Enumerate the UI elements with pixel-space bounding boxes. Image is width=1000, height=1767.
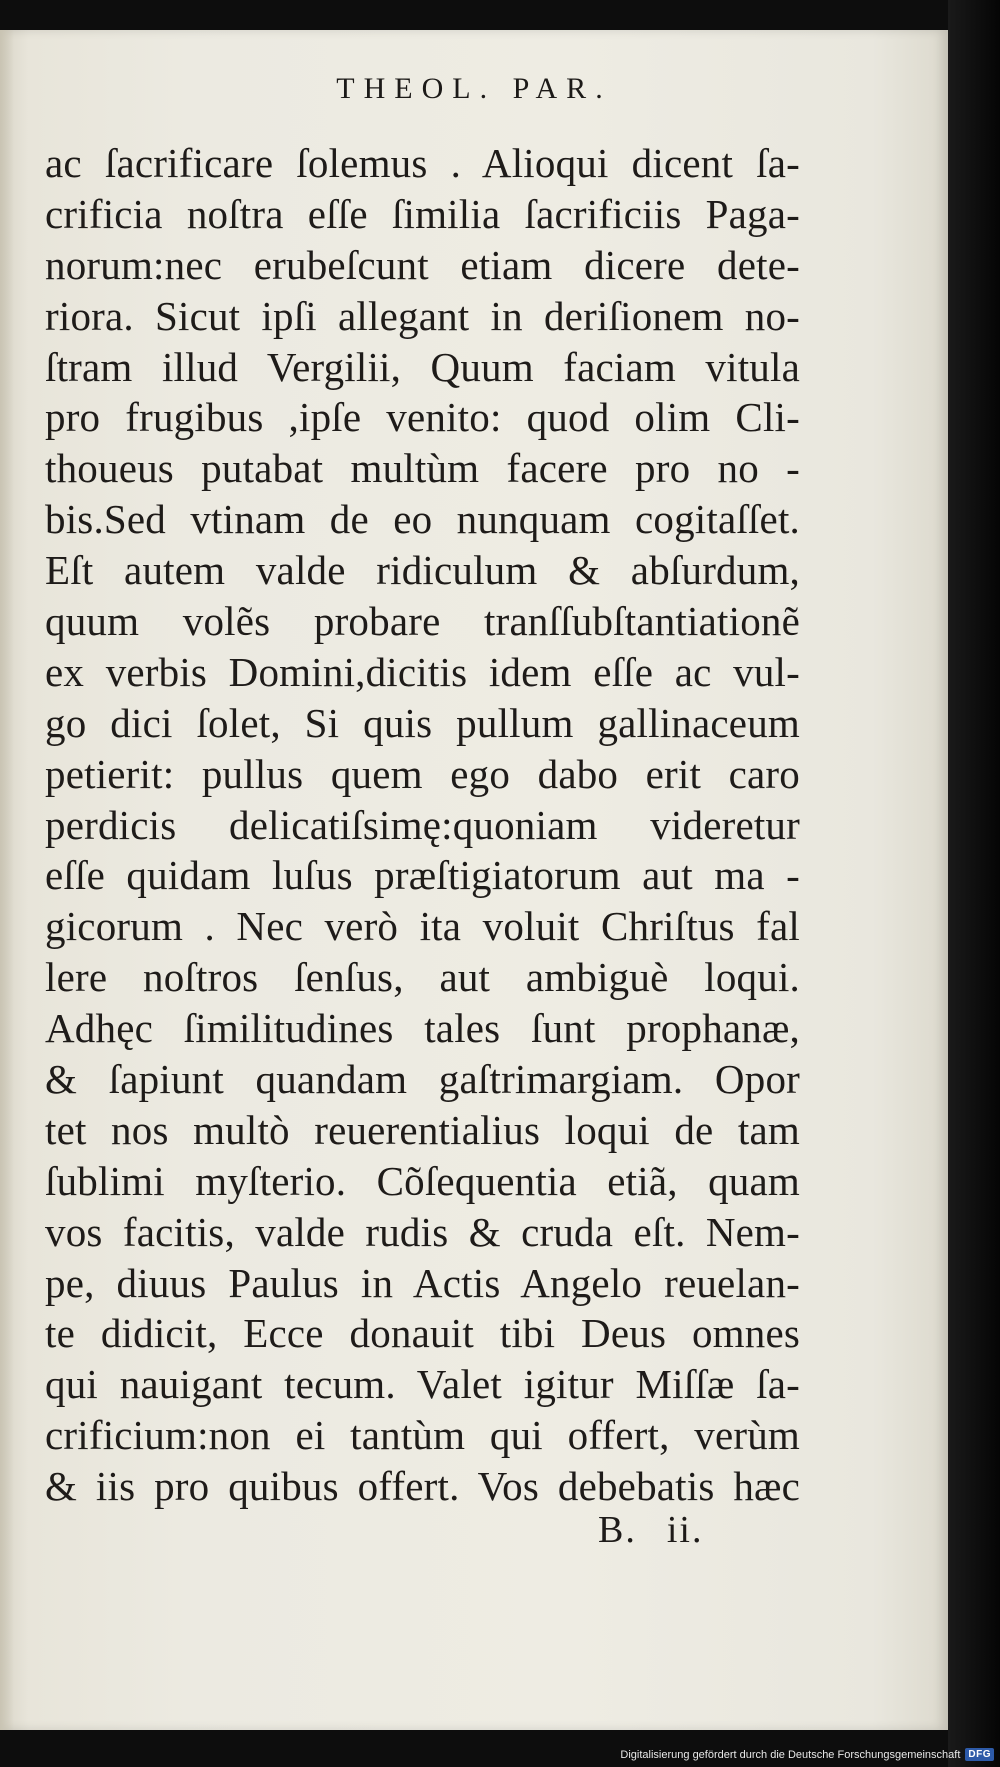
text-line: tet nos multò reuerentialius loqui de tam xyxy=(45,1106,800,1153)
text-line: Adhęc ſimilitudines tales ſunt prophanæ, xyxy=(45,1005,800,1052)
body-text xyxy=(45,138,800,1512)
text-line: & iis pro quibus offert. Vos debebatis hæc xyxy=(45,1463,800,1510)
text-line: crificia noſtra eſſe ſimilia ſacrificiis Paga- xyxy=(45,190,800,237)
text-line: thoueus putabat multùm facere pro no - xyxy=(45,445,800,492)
text-line: gicorum . Nec verò ita voluit Chriſtus fal xyxy=(45,903,800,950)
book-page xyxy=(0,30,948,1730)
text-line: vos facitis, valde rudis & cruda eſt. Nem- xyxy=(45,1208,800,1255)
text-line: pro frugibus ,ipſe venito: quod olim Cli- xyxy=(45,394,800,441)
text-line: ſublimi myſterio. Cõſequentia etiã, quam xyxy=(45,1157,800,1204)
text-line: Eſt autem valde ridiculum & abſurdum, xyxy=(45,547,800,594)
running-head: THEOL. PAR. xyxy=(336,72,612,105)
text-line: quum volẽs probare tranſſubſtantiationẽ xyxy=(45,598,800,645)
text-line: & ſapiunt quandam gaſtrimargiam. Opor xyxy=(45,1056,800,1103)
text-line: norum:nec erubeſcunt etiam dicere dete- xyxy=(45,241,800,288)
signature-mark xyxy=(598,1508,703,1552)
text-line: crificium:non ei tantùm qui offert, verùm xyxy=(45,1412,800,1459)
text-line: ex verbis Domini,dicitis idem eſſe ac vul- xyxy=(45,648,800,695)
text-line: eſſe quidam luſus præſtigiatorum aut ma - xyxy=(45,852,800,899)
text-line: ac ſacrificare ſolemus . Alioqui dicent ſa- xyxy=(45,140,800,186)
text-line: petierit: pullus quem ego dabo erit caro xyxy=(45,750,800,797)
text-line: ſtram illud Vergilii, Quum faciam vitula xyxy=(45,343,800,390)
text-line: bis.Sed vtinam de eo nunquam cogitaſſet. xyxy=(45,496,800,543)
dfg-logo-icon: DFG xyxy=(965,1748,994,1761)
text-line: te didicit, Ecce donauit tibi Deus omnes xyxy=(45,1310,800,1357)
text-line: riora. Sicut ipſi allegant in deriſionem no- xyxy=(45,292,800,339)
signature-letter: B. xyxy=(598,1509,637,1551)
text-line: pe, diuus Paulus in Actis Angelo reuelan- xyxy=(45,1259,800,1306)
text-line: lere noſtros ſenſus, aut ambiguè loqui. xyxy=(45,954,800,1001)
scan-background-edge xyxy=(948,0,1000,1767)
digitization-credit xyxy=(620,1748,994,1761)
text-line: go dici ſolet, Si quis pullum gallinaceum xyxy=(45,699,800,746)
text-line: perdicis delicatiſsimę:quoniam videretur xyxy=(45,801,800,848)
credit-text: Digitalisierung gefördert durch die Deutsche Forschungsgemeinschaft xyxy=(620,1748,961,1761)
signature-number: ii. xyxy=(666,1509,704,1551)
text-line: qui nauigant tecum. Valet igitur Miſſæ ſa- xyxy=(45,1361,800,1408)
